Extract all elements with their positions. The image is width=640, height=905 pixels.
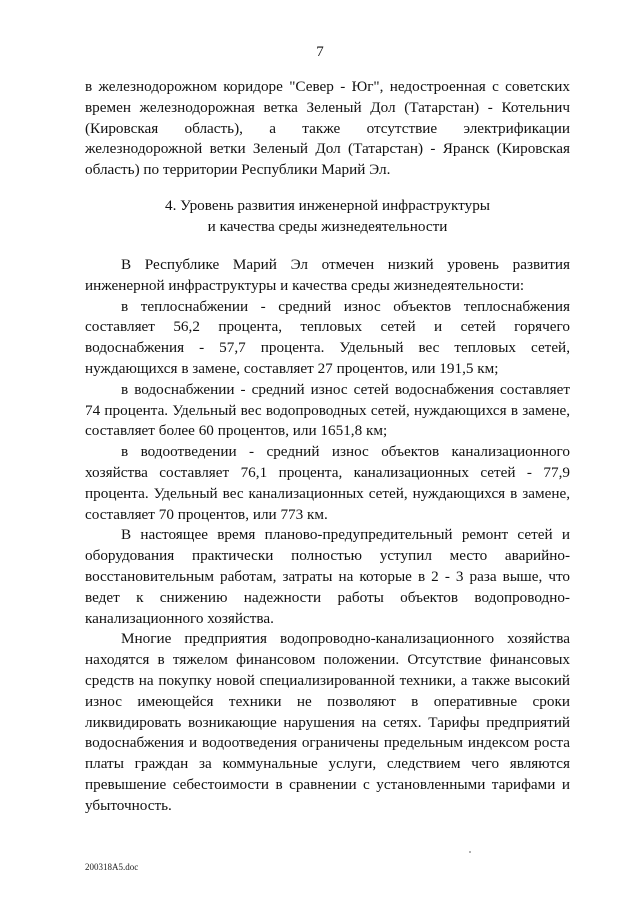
document-body-main bbox=[85, 255, 570, 817]
paragraph-finances: Многие предприятия водопроводно-канализационного хозяйства находятся в тяжелом финансовом положении. Отсутствие финансовых средств на покупку новой специализированной техники, а также высокий износ имеющейся техники не позволяют в оперативные сроки ликвидировать возникающие нарушения на сетях. Тарифы предприятий водоснабжения и водоотведения ограничены предельным индексом роста платы граждан за коммунальные услуги, следствием чего являются превышение себестоимости в сравнении с установленными тарифами и убыточность. bbox=[85, 630, 570, 814]
paragraph-overview: В Республике Марий Эл отмечен низкий уровень развития инженерной инфраструктуры и качества среды жизнедеятельности: bbox=[85, 256, 570, 294]
document-body-intro bbox=[85, 77, 570, 181]
section-heading bbox=[85, 196, 570, 238]
section-heading-line-2: и качества среды жизнедеятельности bbox=[207, 217, 448, 235]
section-heading-line-1: 4. Уровень развития инженерной инфраструктуры bbox=[164, 197, 491, 214]
paragraph-repairs: В настоящее время планово-предупредительный ремонт сетей и оборудования практически полностью уступил место аварийно-восстановительным работам, затраты на которые в 2 - 3 раза выше, что ведет к снижению надежности работы объектов водопроводно-канализационного хозяйства. bbox=[85, 526, 570, 627]
paragraph-heat-supply: в теплоснабжении - средний износ объектов теплоснабжения составляет 56,2 процента, тепловых сетей и сетей горячего водоснабжения - 57,7 процента. Удельный вес тепловых сетей, нуждающихся в замене, составляет 27 процентов, или 191,5 км; bbox=[85, 297, 570, 377]
paragraph-sewerage: в водоотведении - средний износ объектов канализационного хозяйства составляет 76,1 процента, канализационных сетей - 77,9 процента. Удельный вес канализационных сетей, нуждающихся в замене, составляет 70 процентов, или 773 км. bbox=[85, 443, 570, 523]
scan-speck bbox=[469, 851, 471, 853]
intro-paragraph: в железнодорожном коридоре "Север - Юг", недостроенная с советских времен железнодорожная ветка Зеленый Дол (Татарстан) - Котельнич (Кировская область), а также отсутствие электрификации железнодорожной ветки Зеленый Дол (Татарстан) - Яранск (Кировская область) по территории Республики Марий Эл. bbox=[85, 78, 570, 179]
footer-filename: 200318A5.doc bbox=[85, 862, 139, 872]
paragraph-water-supply: в водоснабжении - средний износ сетей водоснабжения составляет 74 процента. Удельный вес водопроводных сетей, нуждающихся в замене, составляет более 60 процентов, или 1651,8 км; bbox=[85, 380, 570, 440]
page-number: 7 bbox=[316, 44, 324, 60]
